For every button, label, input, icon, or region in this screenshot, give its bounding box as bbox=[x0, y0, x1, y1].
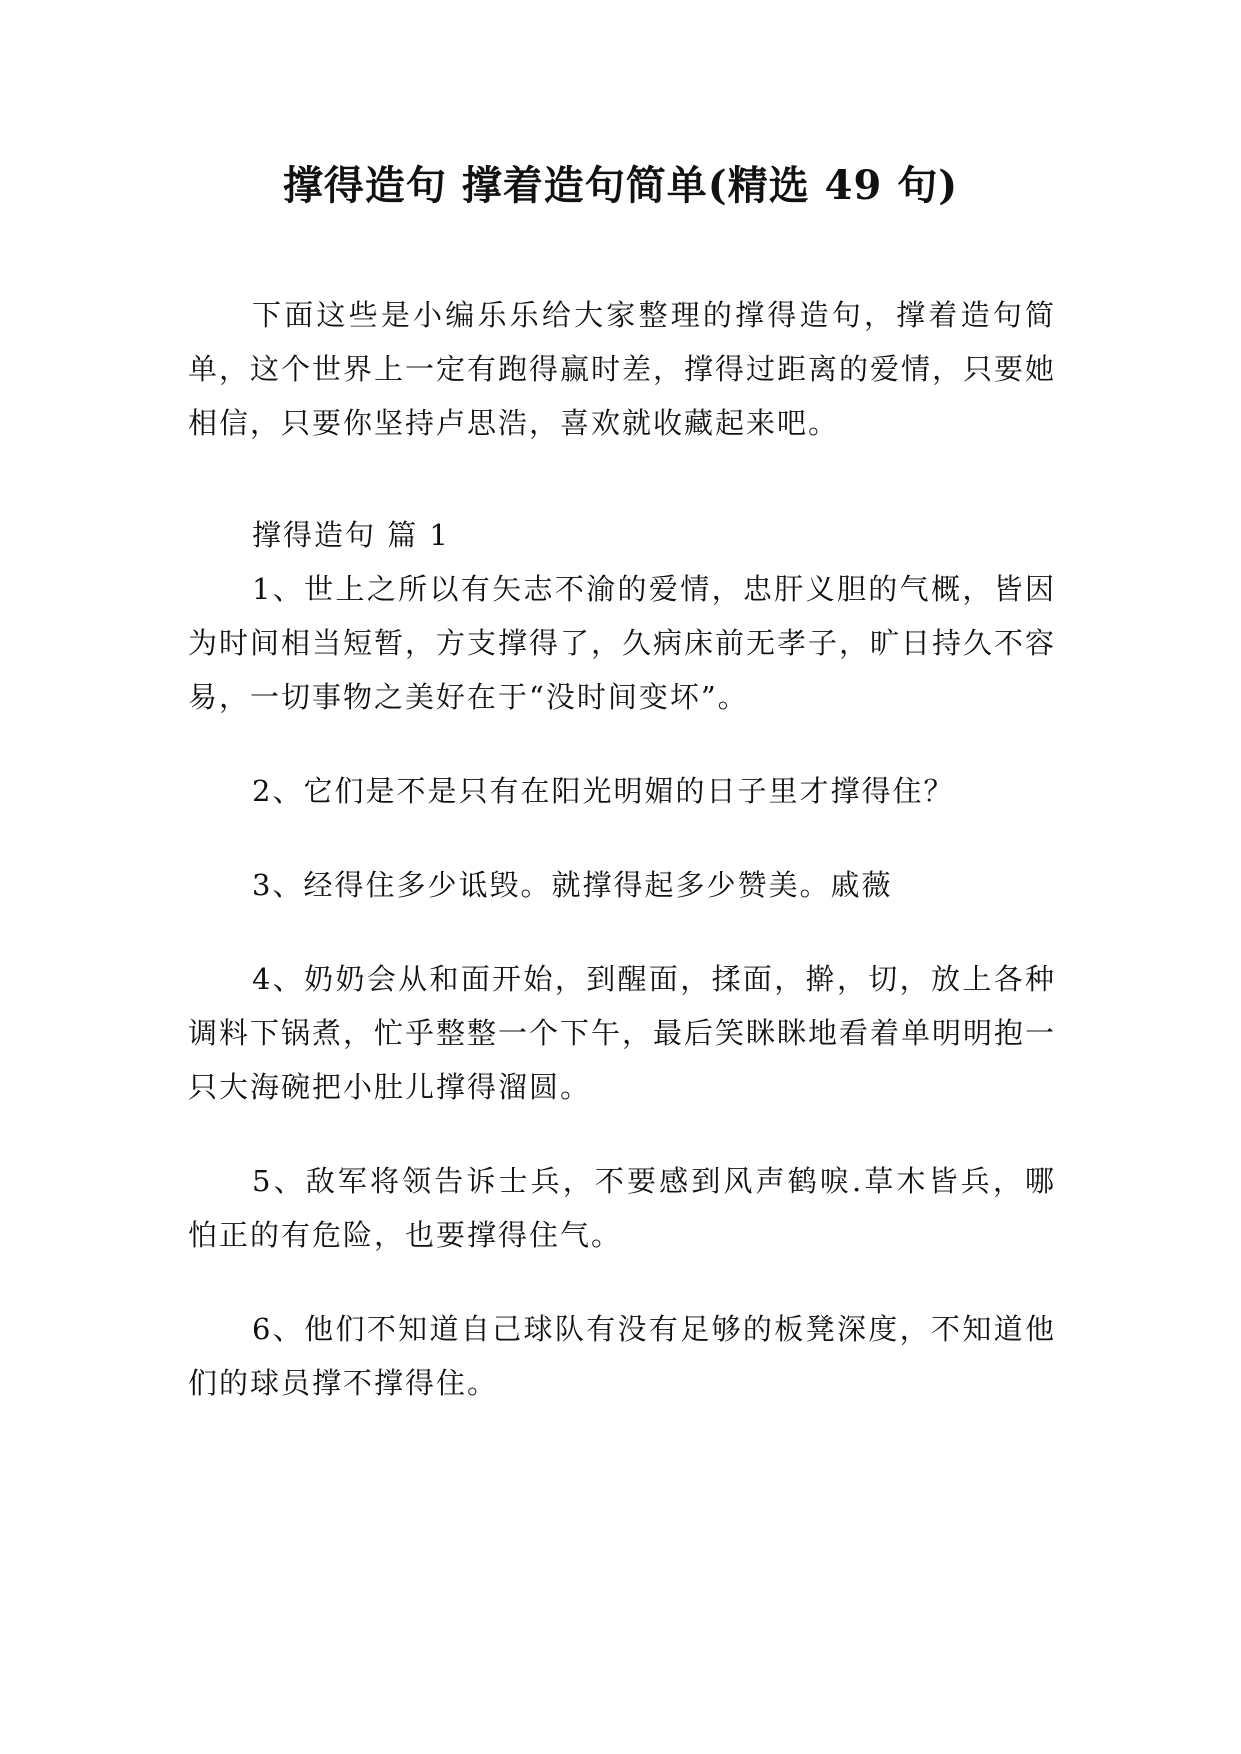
intro-paragraph: 下面这些是小编乐乐给大家整理的撑得造句，撑着造句简单，这个世界上一定有跑得赢时差，撑得过距离的爱情，只要她相信，只要你坚持卢思浩，喜欢就收藏起来吧。 bbox=[188, 298, 1057, 440]
sentence-item-2: 2、它们是不是只有在阳光明媚的日子里才撑得住？ bbox=[252, 774, 955, 808]
section-heading: 撑得造句 篇 1 bbox=[252, 518, 450, 552]
sentence-item-1: 1、世上之所以有矢志不渝的爱情，忠肝义胆的气概，皆因为时间相当短暂，方支撑得了，久病床前无孝子，旷日持久不容易，一切事物之美好在于“没时间变坏”。 bbox=[188, 572, 1057, 714]
document-title: 撑得造句 撑着造句简单(精选 49 句) bbox=[282, 162, 959, 209]
sentence-item-6: 6、他们不知道自己球队有没有足够的板凳深度，不知道他们的球员撑不撑得住。 bbox=[188, 1312, 1056, 1400]
sentence-item-3: 3、经得住多少诋毁。就撑得起多少赞美。戚薇 bbox=[252, 868, 893, 902]
sentence-item-4: 4、奶奶会从和面开始，到醒面，揉面，擀，切，放上各种调料下锅煮，忙乎整整一个下午，最后笑眯眯地看着单明明抱一只大海碗把小肚儿撑得溜圆。 bbox=[188, 962, 1057, 1104]
sentence-item-5: 5、敌军将领告诉士兵，不要感到风声鹤唳.草木皆兵，哪怕正的有危险，也要撑得住气。 bbox=[188, 1164, 1056, 1252]
document-body bbox=[188, 288, 1056, 1450]
